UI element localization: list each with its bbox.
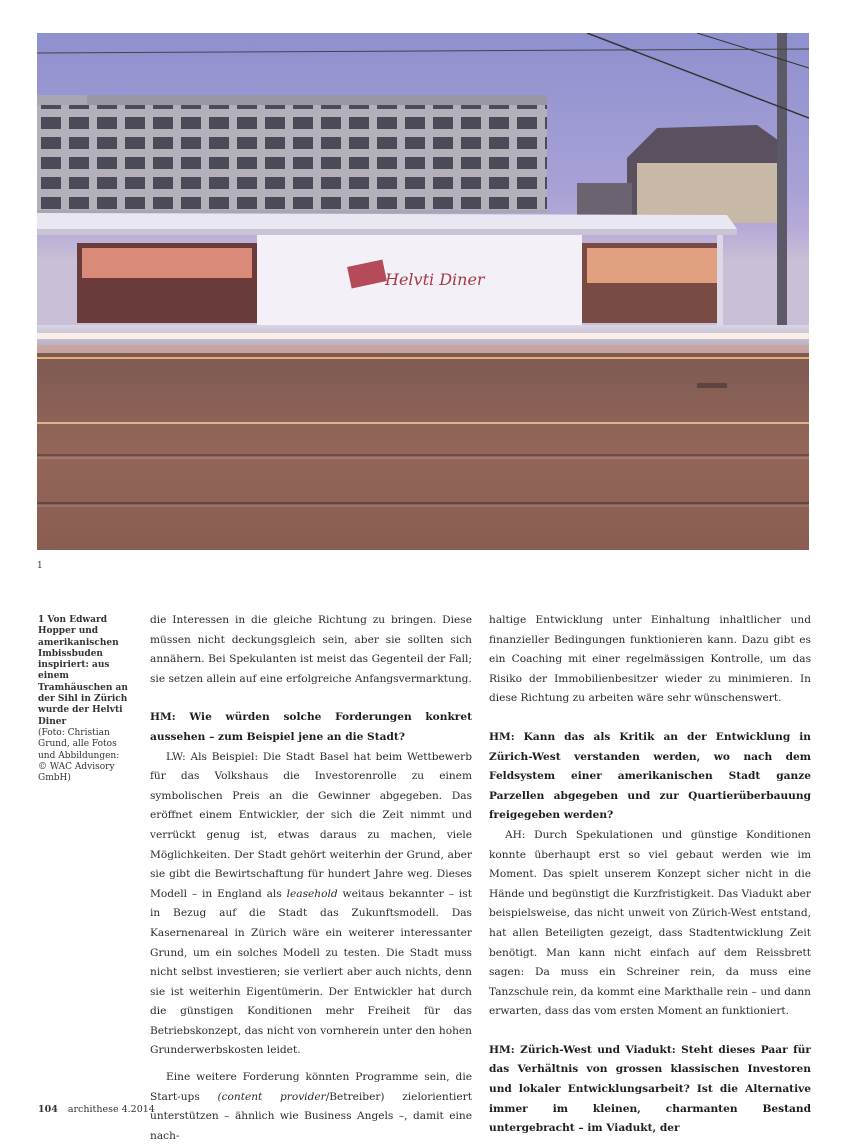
- paragraph: [150, 1068, 472, 1146]
- caption-text: 1 Von Edward Hopper und amerikanischen Imbissbuden inspiriert: aus einem Tramhäuschen an der Sihl in Zürich wurde der Helvti Diner: [38, 615, 128, 727]
- journal-name: archithese 4.2014: [67, 1104, 155, 1115]
- paragraph: die Interessen in die gleiche Richtung zu bringen. Diese müssen nicht deckungsgleich sein, aber sie sollten sich annähern. Bei Spekulanten ist meist das Gegenteil der Fall; sie setzen allein auf eine erfolgreiche Anfangsvermarktung.: [150, 614, 472, 685]
- figure-caption: [38, 615, 128, 784]
- text-column-1: [150, 611, 472, 1146]
- paragraph: [150, 748, 472, 1062]
- interview-question: HM: Wie würden solche Forderungen konkret aussehen – zum Beispiel jene an die Stadt?: [150, 711, 472, 743]
- emphasis: (content provider: [217, 1090, 326, 1103]
- text-column-2: [489, 611, 811, 1139]
- text-run: Eine weitere Forderung könnten Programme sein, die Start-ups: [150, 1071, 472, 1103]
- text-run: /Betreiber) zielorientiert unterstützen – ähnlich wie Business Angels –, damit eine nach-: [150, 1090, 472, 1142]
- interview-question: HM: Zürich-West und Viadukt: Steht dieses Paar für das Verhältnis von grossen klassischen Investoren und lokaler Entwicklungsarbeit? Ist die Alternative immer im kleinen, charmanten Bestand untergebracht – im Viadukt, der: [489, 1043, 811, 1135]
- emphasis: leasehold: [286, 887, 338, 900]
- caption-credit: (Foto: Christian Grund, alle Fotos und Abbildungen: © WAC Advisory GmbH): [38, 727, 120, 784]
- road: [37, 353, 809, 550]
- interview-question: HM: Kann das als Kritik an der Entwicklung in Zürich-West verstanden werden, wo nach dem Feldsystem einer amerikanischen Stadt ganze Parzellen abgegeben und zur Quartierüberbauung freigegeben werden?: [489, 730, 811, 822]
- page-footer: [38, 1104, 155, 1115]
- paragraph: haltige Entwicklung unter Einhaltung inhaltlicher und finanzieller Bedingungen funktionieren kann. Dazu gibt es ein Coaching mit einer regelmässigen Kontrolle, um das Risiko der Immobilienbesitzer wieder zu minimieren. In diese Richtung zu arbeiten wäre sehr wünschenswert.: [489, 614, 811, 705]
- paragraph: AH: Durch Spekulationen und günstige Konditionen konnte überhaupt erst so viel gebaut werden wie im Moment. Das spielt unserem Konzept sicher nicht in die Hände und begünstigt die Kurzfristigkeit. Das Viadukt aber beispielsweise, das nicht unweit von Zürich-West entstand, hat allen Beteiligten gezeigt, dass Stadtentwicklung Zeit benötigt. Man kann nicht einfach auf dem Reissbrett sagen: Da muss ein Schreiner rein, da muss eine Tanzschule rein, da kommt eine Markthalle rein – und dann erwarten, dass das vom ersten Moment an funktioniert.: [489, 828, 811, 1018]
- tram-pole: [777, 33, 787, 333]
- text-run: LW: Als Beispiel: Die Stadt Basel hat beim Wettbewerb für das Volkshaus die Investorenrolle zu einem symbolischen Preis an die Gewinner abgegeben. Das eröffnet einem Entwickler, der sich die Zeit nimmt und verrückt genug ist, etwas daraus zu machen, viele Möglichkeiten. Der Stadt gehört weiterhin der Grund, aber sie gibt die Bewirtschaftung für hundert Jahre weg. Dieses Modell – in England als: [150, 750, 472, 900]
- diner-roof: [37, 213, 737, 229]
- page-number: 104: [38, 1104, 58, 1115]
- light-trail: [37, 333, 809, 339]
- diner-sign: Helvti Diner: [385, 270, 485, 289]
- text-run: weitaus bekannter – ist in Bezug auf die Stadt das Zukunftsmodell. Das Kasernenareal in Zürich wäre ein weiterer interessanter Grund, um ein solches Modell zu testen. Die Stadt muss nicht selbst investieren; sie verliert aber auch nichts, denn sie ist weiterhin Eigentümerin. Der Entwickler hat durch die günstigen Konditionen mehr Freiheit für das Betriebskonzept, das nicht von vornherein unter den hohen Grunderwerbskosten leidet.: [150, 887, 473, 1057]
- hero-photo: [37, 33, 809, 550]
- figure-number: 1: [37, 561, 43, 571]
- diner-photo-illustration: [37, 33, 809, 550]
